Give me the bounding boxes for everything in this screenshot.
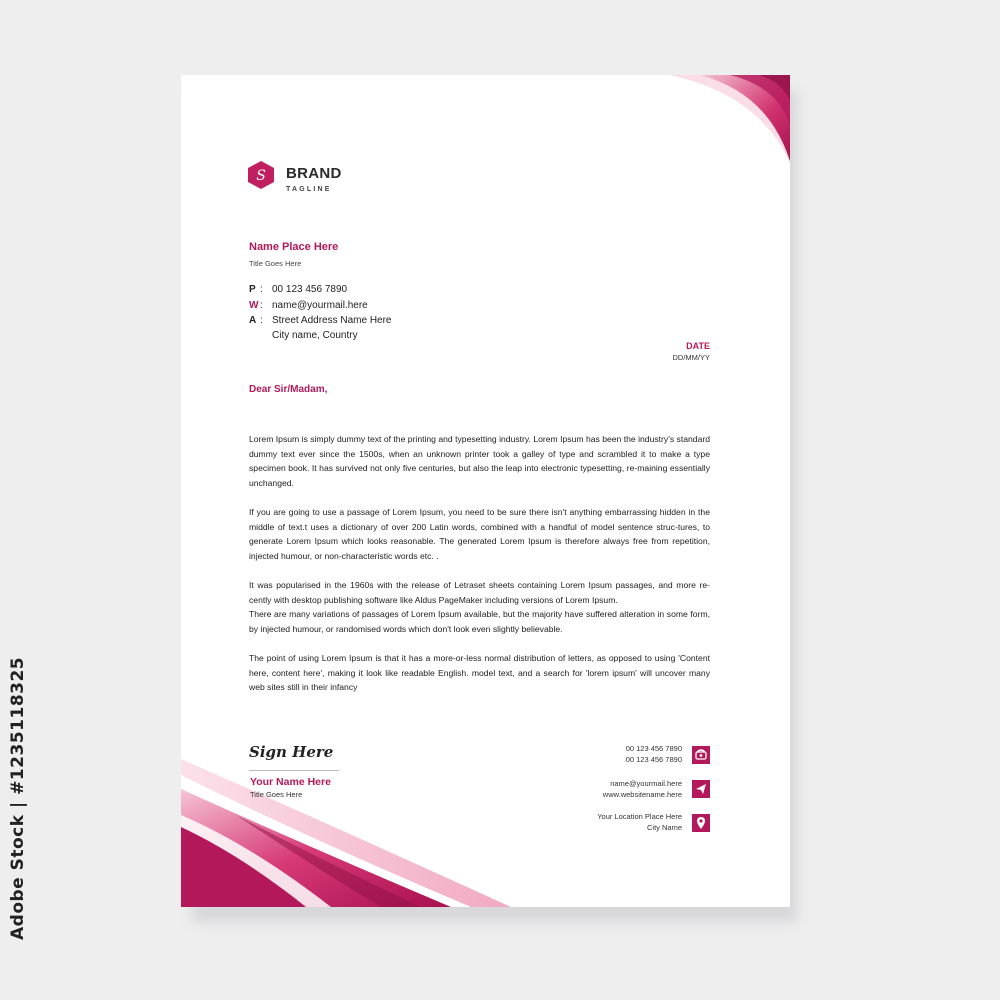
sender-name: Name Place Here — [249, 241, 339, 253]
date-label: DATE — [686, 341, 710, 351]
body-paragraph: Lorem Ipsum is simply dummy text of the printing and typesetting industry. Lorem Ipsum has been the industry's standard dummy text ever since the 1500s, when an unknown printer took a galley of type and scrambled it to make a type specimen book. It has survived not only five centuries, but also the leap into electronic typesetting, re-maining essentially unchanged. — [249, 434, 710, 488]
stock-id-label: Adobe Stock | #1235118325 — [8, 656, 28, 940]
sender-address — [249, 315, 392, 326]
signature-script: Sign Here — [249, 743, 334, 761]
phone-key: P — [249, 284, 256, 295]
phone-icon — [692, 746, 710, 764]
address-line1: Street Address Name Here — [272, 315, 392, 326]
body-paragraph: The point of using Lorem Ipsum is that it has a more-or-less normal distribution of letters, as opposed to using 'Content here, content here', making it look like readable English. model text, and a search for 'lorem ipsum' will uncover many web sites still in their infancy — [249, 652, 710, 693]
letter-body — [249, 432, 710, 709]
footer-email: name@yourmail.here — [610, 779, 682, 788]
salutation: Dear Sir/Madam, — [249, 384, 328, 395]
hexagon-logo-icon — [248, 161, 274, 189]
send-icon — [692, 780, 710, 798]
body-paragraph: It was popularised in the 1960s with the release of Letraset sheets containing Lorem Ipsum passages, and more re-cently with desktop publishing software like Aldus PageMaker including versions of Lorem Ipsum. — [249, 579, 710, 605]
email-key: W — [249, 300, 259, 311]
address-key: A — [249, 315, 257, 326]
address-separator: : — [260, 315, 263, 326]
sender-title: Title Goes Here — [249, 259, 302, 268]
footer-phone-2: 00 123 456 7890 — [625, 754, 682, 764]
signer-name: Your Name Here — [250, 776, 331, 788]
letterhead-page — [181, 75, 790, 907]
address-line2: City name, Country — [272, 330, 358, 341]
email-value: name@yourmail.here — [272, 300, 368, 311]
footer-phone-1: 00 123 456 7890 — [625, 744, 682, 753]
phone-separator: : — [260, 284, 263, 295]
svg-text:S: S — [256, 168, 266, 184]
footer-web — [603, 779, 682, 800]
footer-location-name: Your Location Place Here — [597, 812, 682, 821]
bottom-left-wave-decoration — [181, 755, 521, 907]
date-value: DD/MM/YY — [672, 353, 710, 362]
sender-phone — [249, 284, 347, 295]
body-paragraph: There are many variations of passages of Lorem Ipsum available, but the majority have suffered alteration in some form, by injected humour, or randomised words which don't look even slightly believable. — [249, 609, 710, 634]
footer-city: City Name — [646, 822, 682, 832]
signature-line — [249, 770, 339, 771]
signer-title: Title Goes Here — [250, 790, 303, 799]
body-paragraph: If you are going to use a passage of Lorem Ipsum, you need to be sure there isn't anything embarrassing hidden in the middle of text.t uses a dictionary of over 200 Latin words, combined with a handful of model sentence struc-tures, to generate Lorem Ipsum which looks reasonable. The generated Lorem Ipsum is therefore always free from repetition, injected humour, or non-characteristic words etc. . — [249, 506, 710, 561]
brand-name: BRAND — [286, 165, 342, 182]
footer-location — [597, 812, 682, 833]
top-right-corner-decoration — [670, 75, 790, 165]
phone-value: 00 123 456 7890 — [272, 284, 348, 295]
email-separator: : — [260, 300, 263, 311]
footer-phones — [626, 744, 682, 765]
brand-tagline: TAGLINE — [286, 186, 332, 193]
footer-website: www.websitename.here — [602, 789, 682, 799]
sender-email — [249, 300, 368, 311]
location-pin-icon — [692, 814, 710, 832]
